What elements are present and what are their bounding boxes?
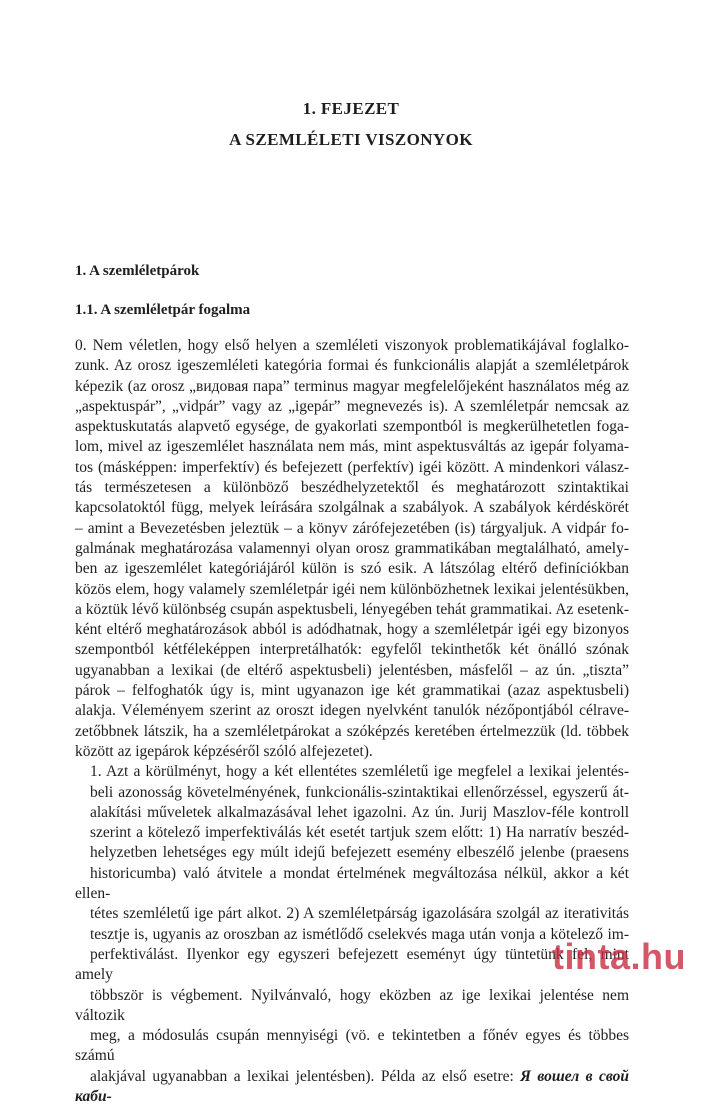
text-line-content: – amint a Bevezetésben jeleztük – a könyv zárófejezetében (is) tárgyaljuk. A vidpár fo-	[75, 519, 629, 537]
text-line-content: zunk. Az orosz igeszemléleti kategória formai és funkcionális alapját a szemléletpárok	[75, 357, 629, 375]
text-line	[75, 742, 629, 762]
text-line-content: tesztje is, ugyanis az oroszban az ismétlődő cselekvés maga után vonja a kötelező im-	[90, 925, 629, 943]
text-line-content: alakja. Véleményem szerint az oroszt idegen nyelvként tanulók nézőpontjából célrave-	[75, 702, 629, 720]
text-line	[75, 722, 629, 742]
text-line-content: tétes szemléletű ige párt alkot. 2) A szemléletpárság igazolására szolgál az iterativitás	[90, 905, 629, 923]
chapter-heading	[0, 93, 702, 155]
text-line-content: „aspektuspár”, „vidpár” vagy az „igepár” megnevezés is). A szemléletpár nemcsak az	[75, 397, 629, 415]
paragraph-intro	[75, 336, 629, 762]
text-line-content: aspektuskutatás alapvető egysége, de gyakorlati szempontból is megkerülhetetlen foga-	[75, 418, 629, 436]
text-line	[75, 539, 629, 559]
text-line	[75, 580, 629, 600]
text-line-content: párok – felfoghatók úgy is, mint ugyanazon ige két grammatikai (azaz aspektusbeli)	[75, 682, 629, 700]
text-line	[75, 945, 629, 986]
text-line	[75, 519, 629, 539]
text-line	[75, 681, 629, 701]
publisher-watermark: tinta.hu	[552, 936, 686, 977]
paragraph-control-tests	[75, 762, 629, 1107]
text-line	[75, 620, 629, 640]
text-line	[75, 559, 629, 579]
text-line	[75, 823, 629, 843]
russian-example: Я вошел в свой каби-	[75, 1067, 630, 1105]
subsection-heading: 1.1. A szemléletpár fogalma	[75, 302, 251, 318]
text-line	[75, 783, 629, 803]
text-line	[75, 1067, 629, 1107]
text-line-content: alakítási műveletek alkalmazásával lehet igazolni. Az ún. Jurij Maszlov-féle kontroll	[90, 803, 629, 821]
text-line-content: ként eltérő meghatározások abból is adódhatnak, hogy a szemléletpár igéi egy bizonyos	[75, 621, 629, 639]
text-line	[75, 986, 629, 1027]
chapter-number: 1. FEJEZET	[302, 99, 400, 118]
body-text	[75, 336, 629, 1107]
text-line	[75, 478, 629, 498]
text-line-content: ugyanabban a lexikai (de eltérő aspektusbeli) jelentésben, másfelől – az ún. „tiszta”	[75, 661, 629, 679]
text-line	[75, 925, 629, 945]
text-line-content: között az igepárok képzéséről szóló alfejezetet).	[75, 742, 373, 760]
text-line-content: historicumba) való átvitele a mondat értelmének megváltozása nélkül, akkor a két ellen-	[75, 864, 629, 903]
text-line-content: közös elem, hogy valamely szemléletpár igéi nem különbözhetnek lexikai jelentésükben,	[75, 580, 629, 598]
text-line-content: szerint a kötelező imperfektiválás két esetét tartjuk szem előtt: 1) Ha narratív beszéd-	[90, 824, 629, 842]
text-line	[75, 864, 629, 905]
text-line	[75, 397, 629, 417]
text-line	[75, 762, 629, 782]
text-line-content: helyzetben lehetséges egy múlt idejű befejezett esemény elbeszélő jelenbe (praesens	[90, 844, 629, 862]
text-line-content: ben az igeszemlélet kategóriájáról külön is szó esik. A látszólag eltérő definíciókban	[75, 560, 629, 578]
chapter-title: A SZEMLÉLETI VISZONYOK	[229, 130, 473, 149]
text-line	[75, 600, 629, 620]
text-line	[75, 498, 629, 518]
text-line-content: 0. Nem véletlen, hogy első helyen a szemléleti viszonyok problematikájával foglalko-	[75, 337, 629, 354]
text-line	[75, 437, 629, 457]
text-line-content: a köztük lévő különbség csupán aspektusbeli, lényegében tehát grammatikai. Az esetenk-	[75, 600, 629, 618]
text-line	[75, 843, 629, 863]
text-line	[75, 356, 629, 376]
text-line	[75, 904, 629, 924]
text-line	[75, 417, 629, 437]
text-line-content: meg, a módosulás csupán mennyiségi (vö. e tekintetben a főnév egyes és többes számú	[75, 1027, 629, 1065]
text-line-content: alakjával ugyanabban a lexikai jelentésben). Példa az első esetre:	[90, 1067, 521, 1085]
text-line-content: többször is végbement. Nyilvánvaló, hogy eközben az ige lexikai jelentése nem változik	[75, 986, 629, 1024]
text-line-content: galmának meghatározása valamennyi olyan orosz grammatikában megtalálható, amely-	[75, 539, 629, 557]
text-line-content: beli azonosság követelményének, funkcionális-szintaktikai ellenőrzéssel, egyszerű át-	[90, 783, 629, 801]
text-line-content: szempontból kétféleképpen interpretálhatók: egyfelől tekinthetők két önálló szónak	[75, 641, 629, 659]
text-line-content: lom, mivel az igeszemlélet használata nem más, mint aspektusváltás az igepár folyama-	[75, 438, 629, 456]
text-line-content: képezik (az orosz „видовая пара” terminus magyar megfelelőjeként használatos még az	[75, 377, 629, 395]
text-line	[75, 1026, 629, 1067]
section-heading: 1. A szemléletpárok	[75, 263, 200, 279]
text-line	[75, 458, 629, 478]
text-line	[75, 803, 629, 823]
text-line	[75, 661, 629, 681]
text-line	[75, 377, 629, 397]
text-line-content: zetőbbnek látszik, ha a szemléletpárokat a szóképzés keretében értelmezzük (ld. többek	[75, 722, 629, 740]
text-line-content: tos (másképpen: imperfektív) és befejezett (perfektív) igéi között. A mindenkori válasz-	[75, 458, 629, 476]
text-line	[75, 701, 629, 721]
text-line-content: tás természetesen a különböző beszédhelyzetektől és meghatározott szintaktikai	[75, 479, 629, 497]
text-line-content: 1. Azt a körülményt, hogy a két ellentétes szemléletű ige megfelel a lexikai jelentés-	[90, 763, 629, 781]
text-line	[75, 640, 629, 660]
text-line-content: perfektiválást. Ilyenkor egy egyszeri befejezett eseményt úgy tüntetünk fel, mint amely	[75, 945, 629, 984]
text-line-content: kapcsolatoktól függ, melyek leírására szolgálnak a szabályok. A szabályok kérdéskörét	[75, 499, 629, 517]
text-line	[75, 336, 629, 356]
